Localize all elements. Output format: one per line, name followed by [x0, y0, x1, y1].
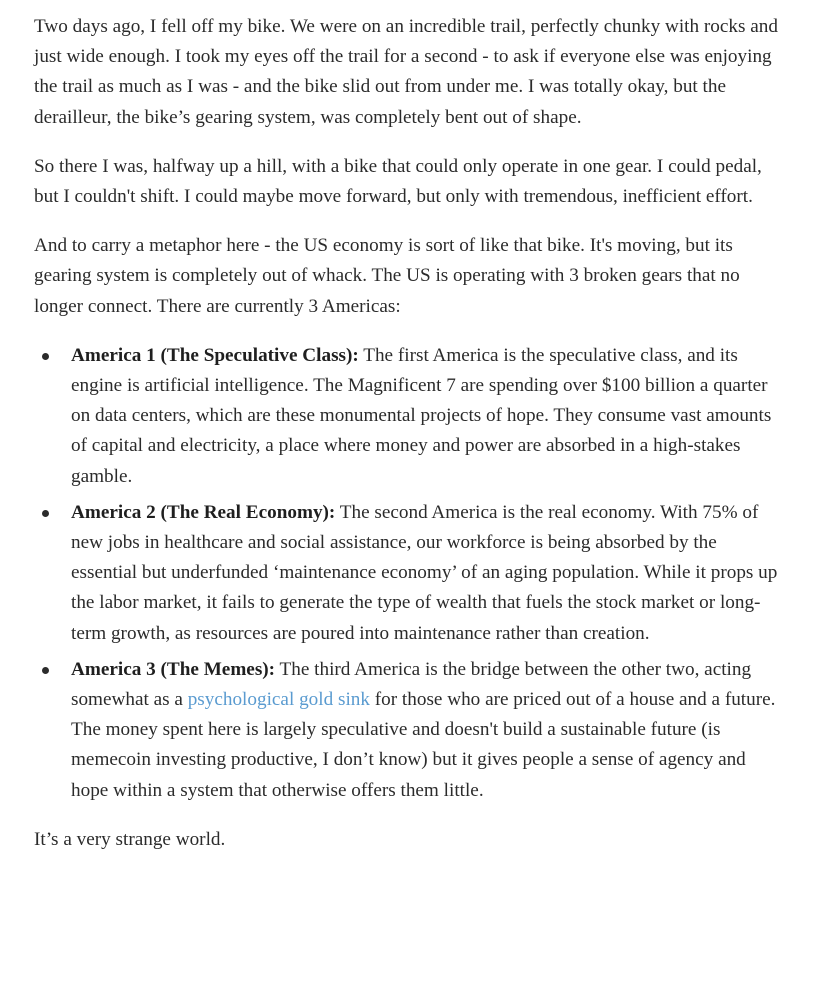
america-3-text-after: for those who are priced out of a house and a future. The money spent here is largely speculative and doesn't build a sustainable future (is memecoin investing productive, I don’t know) but it gives people a sense of agency and hope within a system that otherwise offers them little. — [71, 689, 776, 801]
americas-list — [34, 341, 787, 806]
bullet-dot — [42, 353, 49, 360]
list-item-america-2 — [34, 498, 787, 649]
america-2-label: America 2 (The Real Economy): — [71, 501, 336, 523]
paragraph-bike-fall: Two days ago, I fell off my bike. We were on an incredible trail, perfectly chunky with rocks and just wide enough. I took my eyes off the trail for a second - to ask if everyone else was enjoying the trail as much as I was - and the bike slid out from under me. I was totally okay, but the derailleur, the bike’s gearing system, was completely bent out of shape. — [34, 16, 778, 128]
list-item-america-1 — [34, 341, 787, 492]
gold-sink-link[interactable]: psychological gold sink — [187, 689, 370, 711]
america-1-label: America 1 (The Speculative Class): — [71, 344, 359, 366]
paragraph-metaphor: And to carry a metaphor here - the US economy is sort of like that bike. It's moving, but its gearing system is completely out of whack. The US is operating with 3 broken gears that no longer connect. There are currently 3 Americas: — [34, 235, 740, 317]
america-3-text-before: The third America is the bridge between the other two, acting somewhat as a — [71, 658, 752, 711]
article-body — [34, 12, 787, 855]
america-1-text: The first America is the speculative class, and its engine is artificial intelligence. The Magnificent 7 are spending over $100 billion a quarter on data centers, which are these monumental projects of hope. They consume vast amounts of capital and electricity, a place where money and power are absorbed in a high-stakes gamble. — [71, 344, 772, 487]
america-3-label: America 3 (The Memes): — [71, 658, 276, 680]
paragraph-one-gear: So there I was, halfway up a hill, with a bike that could only operate in one gear. I could pedal, but I couldn't shift. I could maybe move forward, but only with tremendous, inefficient effort. — [34, 155, 762, 208]
bullet-dot — [42, 510, 49, 517]
bullet-dot — [42, 667, 49, 674]
paragraph-closing: It’s a very strange world. — [34, 828, 226, 850]
america-2-text: The second America is the real economy. With 75% of new jobs in healthcare and social assistance, our workforce is being absorbed by the essential but underfunded ‘maintenance economy’ of an aging population. While it props up the labor market, it fails to generate the type of wealth that fuels the stock market or long-term growth, as resources are poured into maintenance rather than creation. — [71, 501, 778, 644]
list-item-america-3 — [34, 655, 787, 806]
